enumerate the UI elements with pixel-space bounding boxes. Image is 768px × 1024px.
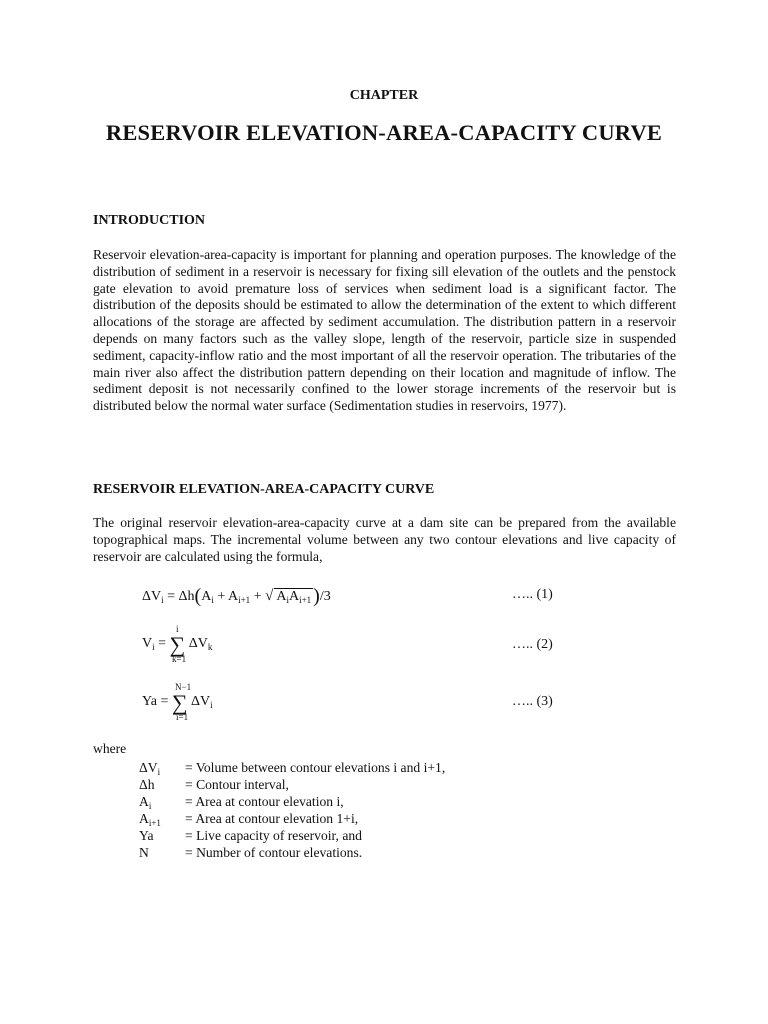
intro-heading: INTRODUCTION xyxy=(93,213,206,228)
equation-3: Ya = ∑ $\Delta V_i$ xyxy=(142,690,213,715)
equation-1-number: ….. (1) xyxy=(512,587,553,602)
equation-2-number: ….. (2) xyxy=(512,637,553,652)
equation-3-lower-limit: i=1 xyxy=(176,712,189,722)
where-label: where xyxy=(93,741,127,756)
equation-3-number: ….. (3) xyxy=(512,694,553,709)
page-title: RESERVOIR ELEVATION-AREA-CAPACITY CURVE xyxy=(105,120,663,145)
intro-paragraph: Reservoir elevation-area-capacity is important for planning and operation purposes. The knowledge of the distribution of sediment in a reservoir is necessary for fixing sill elevation of the outlets and the penstock gate elevation to avoid premature loss of services when sediment load is a significant factor. The distribution of the deposits should be estimated to allow the determination of the extent to which different allocations of the storage are affected by sediment accumulation. The distribution pattern in a reservoir depends on many factors such as the valley slope, length of the reservoir, particle size in suspended sediment, capacity-inflow ratio and the most important of all the reservoir operation. The tributaries of the main river also affect the distribution pattern depending on their location and magnitude of inflow. The sediment deposit is not necessarily confined to the lower storage increments of the reservoir but is distributed below the normal water surface (Sedimentation studies in reservoirs, 1977). xyxy=(93,247,676,414)
section-heading: RESERVOIR ELEVATION-AREA-CAPACITY CURVE xyxy=(93,482,435,497)
chapter-label: CHAPTER xyxy=(349,88,419,103)
document-page: CHAPTER RESERVOIR ELEVATION-AREA-CAPACITY CURVE INTRODUCTION Reservoir elevation-area-capacity is important for planning and operation purposes. The knowledge of the distribution of sediment in a reservoir is necessary for fixing sill elevation of the outlets and the penstock gate elevation to avoid premature loss of services when sediment load is a significant factor. The distribution of the deposits should be estimated to allow the determination of the extent to which different allocations of the storage are affected by sediment accumulation. The distribution pattern in a reservoir depends on many factors such as the valley slope, length of the reservoir, particle size in suspended sediment, capacity-inflow ratio and the most important of all the reservoir operation. The tributaries of the main river also affect the distribution pattern depending on their location and magnitude of inflow. The sediment deposit is not necessarily confined to the lower storage increments of the reservoir but is distributed below the normal water surface (Sedimentation studies in reservoirs, 1977). RESERVOIR ELEVATION-AREA-CAPACITY CURVE The original reservoir elevation-area-capacity curve at a dam site can be prepared from the available topographical maps. The incremental volume between any two contour elevations and live capacity of reservoir are calculated using the formula, $\Delta V_i = \Delta h(A_i + A_{i+1}$ + √ $A_iA_{i+1}$ )/3 ….. (1) $V_i$ = ∑ $\Delta V_k$ i k=1 ….. (2) Ya = ∑ $\Delta V_i$ N−1 i=1 ….. (3) where $\Delta V_i$ = Volume between contour elevations i and i+1, Δh = Contour interval, $A_i$ = Area at contour elevation i, $A_{i+1}$ = Area at contour elevation 1+i, Ya = Live capacity of reservoir, and N = Number of contour elevations. xyxy=(0,0,768,1024)
equation-3-upper-limit: N−1 xyxy=(175,682,192,692)
equation-1: $\Delta V_i = \Delta h(A_i + A_{i+1}$ + √ $A_iA_{i+1}$ )/3 xyxy=(142,585,331,607)
equation-2: $V_i$ = ∑ $\Delta V_k$ xyxy=(142,632,213,657)
section-paragraph: The original reservoir elevation-area-capacity curve at a dam site can be prepared from the available topographical maps. The incremental volume between any two contour elevations and live capacity of reservoir are calculated using the formula, xyxy=(93,515,676,564)
equation-2-lower-limit: k=1 xyxy=(172,654,187,664)
equation-2-upper-limit: i xyxy=(176,624,179,634)
